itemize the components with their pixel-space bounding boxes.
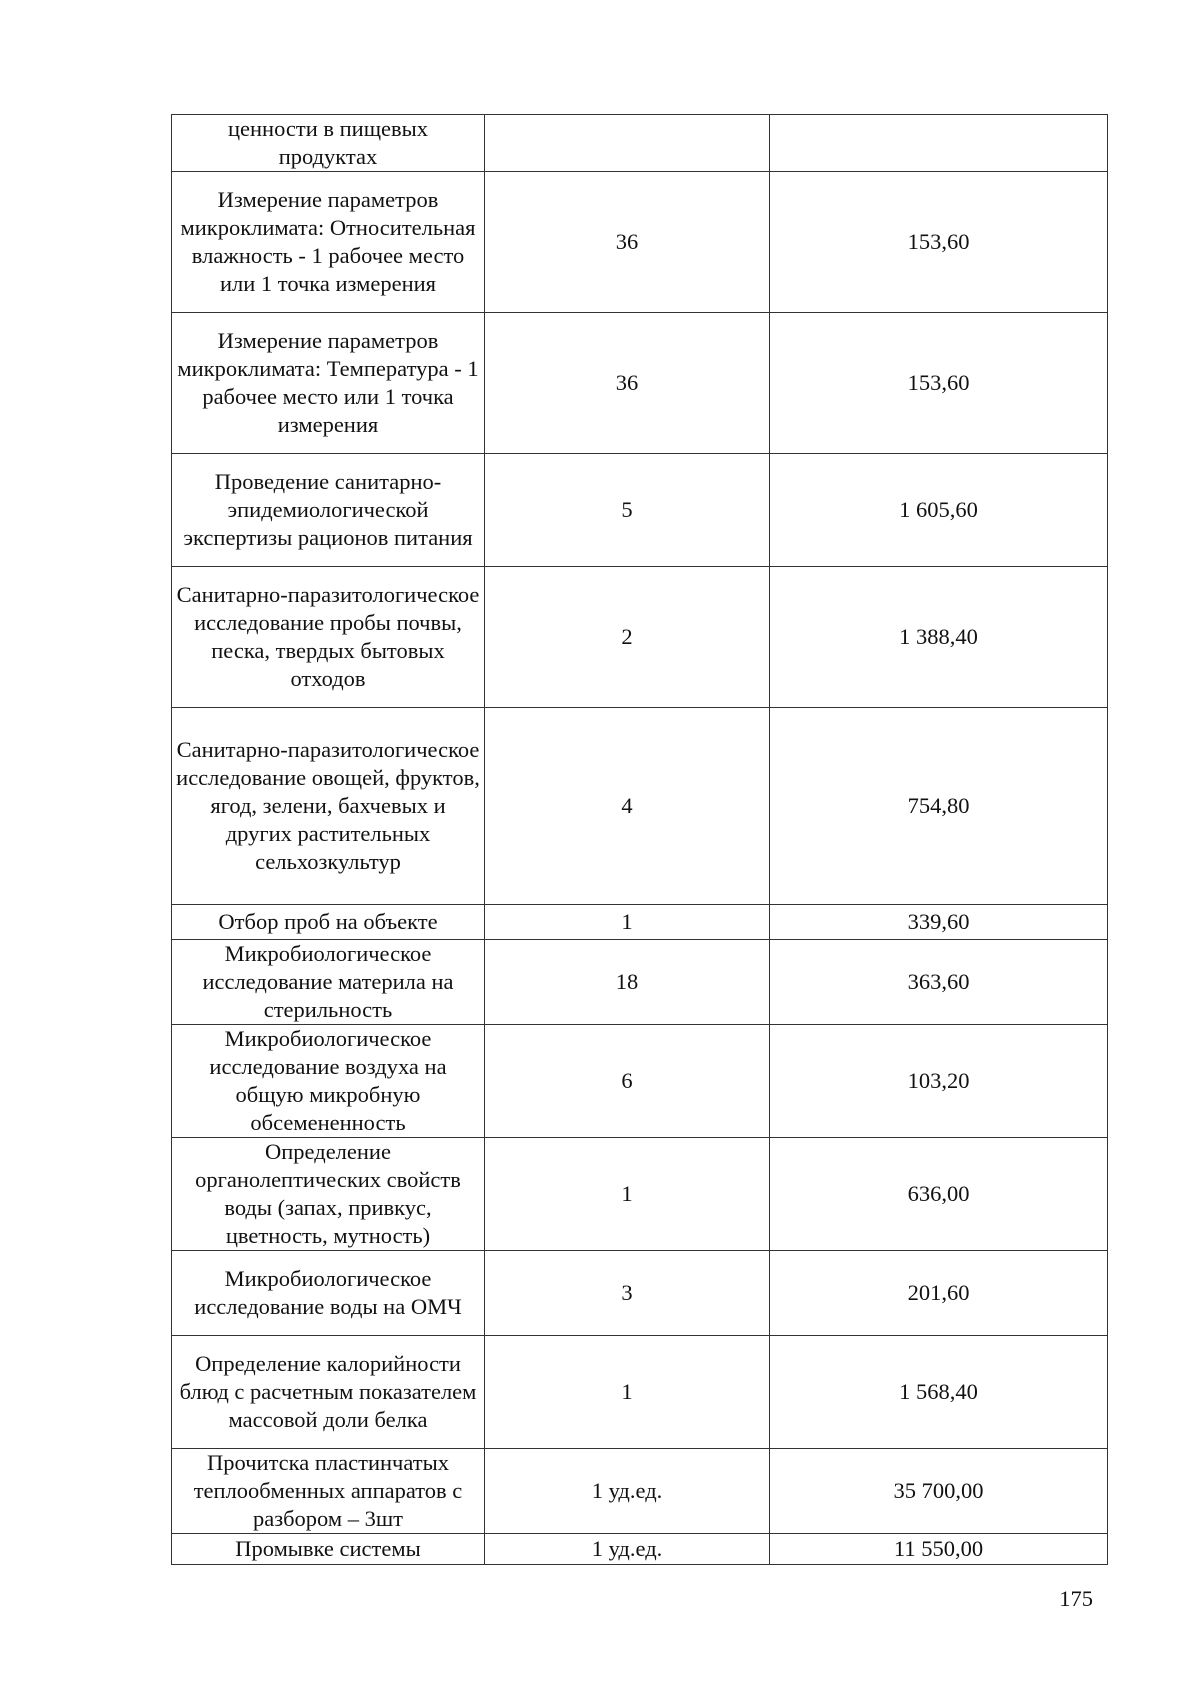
service-name-cell: Микробиологическое исследование воздуха на общую микробную обсемененность bbox=[172, 1025, 485, 1138]
price-cell: 1 605,60 bbox=[770, 454, 1108, 567]
service-name-cell: Микробиологическое исследование воды на ОМЧ bbox=[172, 1251, 485, 1336]
quantity-cell: 5 bbox=[485, 454, 770, 567]
price-cell: 1 568,40 bbox=[770, 1336, 1108, 1449]
service-name-cell: Санитарно-паразитологическое исследование пробы почвы, песка, твердых бытовых отходов bbox=[172, 567, 485, 708]
table-row bbox=[172, 1025, 1108, 1138]
table-row bbox=[172, 905, 1108, 940]
service-name-cell: Измерение параметров микроклимата: Температура - 1 рабочее место или 1 точка измерения bbox=[172, 313, 485, 454]
table-body bbox=[172, 115, 1108, 1565]
service-name-cell: Промывке системы bbox=[172, 1534, 485, 1565]
price-cell: 11 550,00 bbox=[770, 1534, 1108, 1565]
table-row bbox=[172, 567, 1108, 708]
quantity-cell: 18 bbox=[485, 940, 770, 1025]
service-name-cell: Проведение санитарно-эпидемиологической экспертизы рационов питания bbox=[172, 454, 485, 567]
quantity-cell: 1 уд.ед. bbox=[485, 1534, 770, 1565]
table-row bbox=[172, 454, 1108, 567]
table-row bbox=[172, 1251, 1108, 1336]
quantity-cell: 1 bbox=[485, 1138, 770, 1251]
quantity-cell: 3 bbox=[485, 1251, 770, 1336]
table-row bbox=[172, 708, 1108, 905]
price-cell: 363,60 bbox=[770, 940, 1108, 1025]
quantity-cell: 1 bbox=[485, 1336, 770, 1449]
service-name-cell: Измерение параметров микроклимата: Относительная влажность - 1 рабочее место или 1 точка измерения bbox=[172, 172, 485, 313]
price-cell: 339,60 bbox=[770, 905, 1108, 940]
table-row bbox=[172, 940, 1108, 1025]
price-cell: 153,60 bbox=[770, 313, 1108, 454]
table-row bbox=[172, 1336, 1108, 1449]
quantity-cell: 2 bbox=[485, 567, 770, 708]
price-cell bbox=[770, 115, 1108, 172]
services-price-table bbox=[171, 114, 1108, 1565]
quantity-cell: 1 bbox=[485, 905, 770, 940]
service-name-cell: Микробиологическое исследование материла на стерильность bbox=[172, 940, 485, 1025]
table-row bbox=[172, 1449, 1108, 1534]
service-name-cell: Определение органолептических свойств воды (запах, привкус, цветность, мутность) bbox=[172, 1138, 485, 1251]
quantity-cell: 36 bbox=[485, 172, 770, 313]
table-row bbox=[172, 115, 1108, 172]
table-row bbox=[172, 172, 1108, 313]
table-row bbox=[172, 313, 1108, 454]
service-name-cell: ценности в пищевых продуктах bbox=[172, 115, 485, 172]
price-cell: 754,80 bbox=[770, 708, 1108, 905]
price-cell: 153,60 bbox=[770, 172, 1108, 313]
service-name-cell: Прочитска пластинчатых теплообменных аппаратов с разбором – 3шт bbox=[172, 1449, 485, 1534]
price-cell: 35 700,00 bbox=[770, 1449, 1108, 1534]
price-cell: 201,60 bbox=[770, 1251, 1108, 1336]
quantity-cell bbox=[485, 115, 770, 172]
page-number: 175 bbox=[1059, 1586, 1093, 1611]
quantity-cell: 36 bbox=[485, 313, 770, 454]
price-cell: 103,20 bbox=[770, 1025, 1108, 1138]
service-name-cell: Определение калорийности блюд с расчетным показателем массовой доли белка bbox=[172, 1336, 485, 1449]
table-row bbox=[172, 1534, 1108, 1565]
service-name-cell: Санитарно-паразитологическое исследование овощей, фруктов, ягод, зелени, бахчевых и других растительных сельхозкультур bbox=[172, 708, 485, 905]
quantity-cell: 6 bbox=[485, 1025, 770, 1138]
quantity-cell: 1 уд.ед. bbox=[485, 1449, 770, 1534]
price-cell: 1 388,40 bbox=[770, 567, 1108, 708]
table-row bbox=[172, 1138, 1108, 1251]
service-name-cell: Отбор проб на объекте bbox=[172, 905, 485, 940]
quantity-cell: 4 bbox=[485, 708, 770, 905]
price-cell: 636,00 bbox=[770, 1138, 1108, 1251]
